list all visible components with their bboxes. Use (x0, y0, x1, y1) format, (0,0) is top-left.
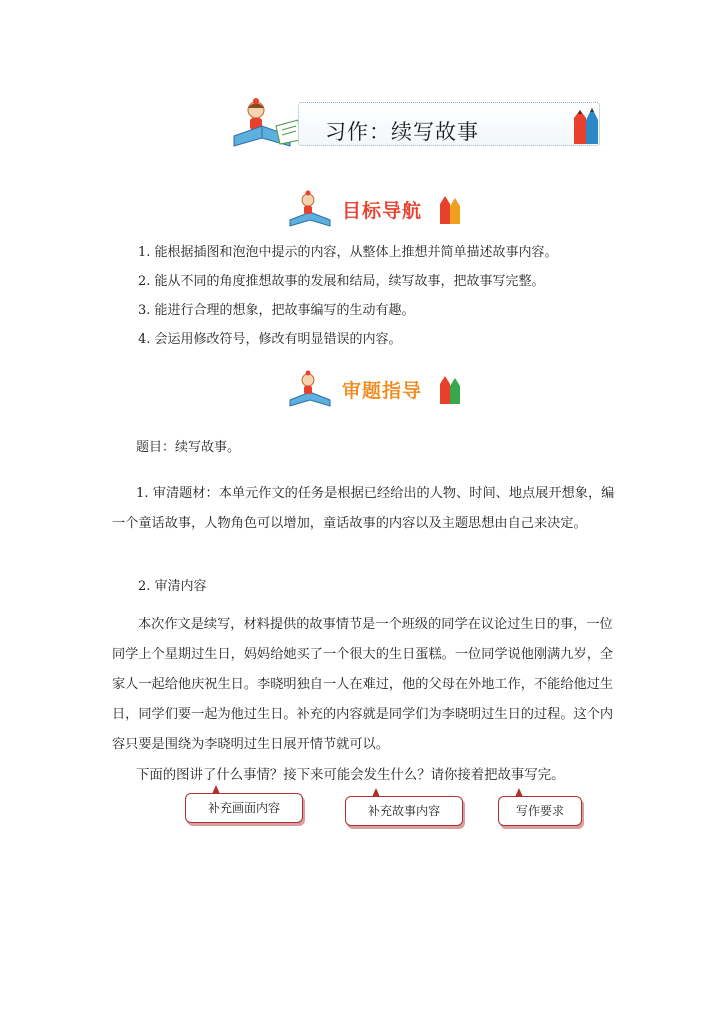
goal-item: 1. 能根据插图和泡泡中提示的内容，从整体上推想并简单描述故事内容。 (138, 245, 558, 260)
reading-child-icon (286, 190, 342, 230)
material-heading: 1. 审清题材： (136, 486, 219, 501)
goal-item: 4. 会运用修改符号，修改有明显错误的内容。 (138, 332, 402, 347)
content-heading: 2. 审清内容 (138, 579, 207, 594)
writing-prompt: 下面的图讲了什么事情？接下来可能会发生什么？请你接着把故事写完。 (136, 768, 565, 783)
callout-pointer (372, 788, 380, 797)
callout-picture-content (185, 793, 303, 823)
callout-pointer (515, 788, 523, 797)
content-paragraph (112, 610, 622, 760)
callout-pointer (212, 785, 220, 794)
material-text: 本单元作文的任务是根据已经给出的人物、时间、地点展开想象，编一个童话故事，人物角色可以增加，童话故事的内容以及主题思想由自己来决定。 (112, 486, 615, 531)
section-badge-goals (286, 190, 466, 230)
section-badge-guide (286, 370, 466, 410)
material-paragraph (112, 479, 618, 539)
goal-item: 3. 能进行合理的想象，把故事编写的生动有趣。 (138, 303, 415, 318)
pencils-icon (436, 192, 464, 228)
topic-line: 题目：续写故事。 (136, 440, 241, 455)
reading-child-icon (228, 96, 308, 152)
goal-item: 2. 能从不同的角度推想故事的发展和结局，续写故事，把故事写完整。 (138, 274, 545, 289)
section-title-goals: 目标导航 (342, 200, 423, 222)
callout-label: 补充画面内容 (207, 801, 280, 815)
page-title: 习作：续写故事 (325, 120, 479, 144)
callout-label: 写作要求 (515, 804, 564, 818)
header-banner (228, 96, 604, 152)
reading-child-icon (286, 370, 342, 410)
pencils-icon (568, 104, 604, 150)
content-text: 本次作文是续写，材料提供的故事情节是一个班级的同学在议论过生日的事，一位同学上个星期过生日，妈妈给她买了一个很大的生日蛋糕。一位同学说他刚满九岁，全家人一起给他庆祝生日。李晓明独自一人在难过，他的父母在外地工作，不能给他过生日，同学们要一起为他过生日。补充的内容就是同学们为李晓明过生日的过程。这个内容只要是围绕为李晓明过生日展开情节就可以。 (112, 617, 614, 752)
callout-writing-requirements (498, 796, 582, 826)
callout-story-content (345, 796, 463, 826)
pencils-icon (436, 372, 464, 408)
section-title-guide: 审题指导 (342, 380, 423, 402)
callout-label: 补充故事内容 (367, 804, 440, 818)
